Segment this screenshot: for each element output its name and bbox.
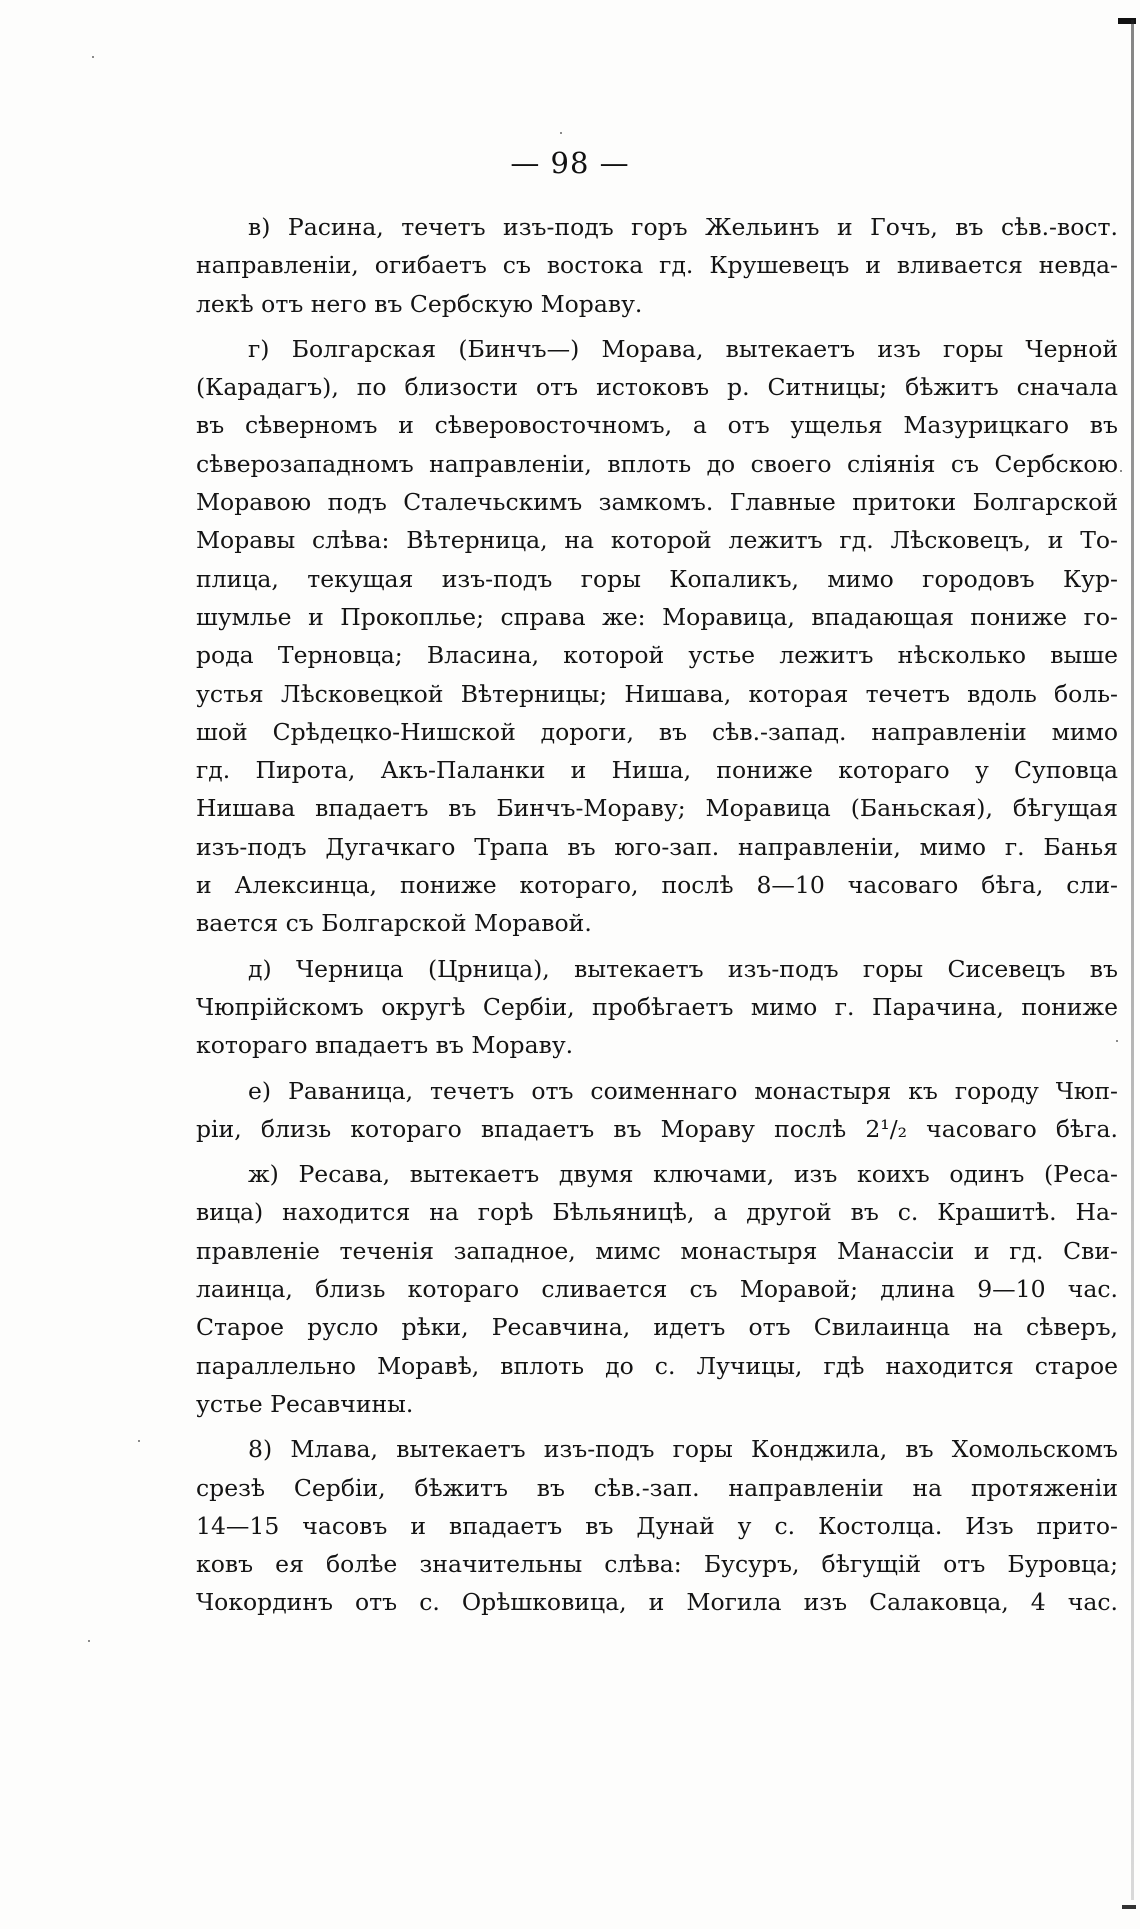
paragraph-ravanitsa [196, 1072, 1118, 1149]
text-line: направленіи, огибаетъ съ востока гд. Крушевецъ и вливается невда- [196, 251, 1118, 280]
text-line: правленіе теченія западное, мимс монастыря Манассіи и гд. Сви- [196, 1236, 1118, 1265]
text-line: устья Лѣсковецкой Вѣтерницы; Нишава, которая течетъ вдоль боль- [196, 679, 1118, 708]
text-line: 8) Млава, вытекаетъ изъ-подъ горы Конджила, въ Хомольскомъ [248, 1435, 1118, 1464]
text-line: шой Срѣдецко-Нишской дороги, въ сѣв.-запад. направленіи мимо [196, 717, 1118, 746]
text-line: срезѣ Сербіи, бѣжитъ въ сѣв.-зап. направленіи на протяженіи [196, 1473, 1118, 1502]
text-line: гд. Пирота, Акъ-Паланки и Ниша, пониже котораго у Суповца [196, 756, 1118, 785]
text-line: ковъ ея болѣе значительны слѣва: Бусуръ, бѣгущій отъ Буровца; [196, 1550, 1118, 1579]
text-line: изъ-подъ Дугачкаго Трапа въ юго-зап. направленіи, мимо г. Банья [196, 832, 1118, 861]
text-line: Чокординъ отъ с. Орѣшковица, и Могила изъ Салаковца, 4 час. [196, 1588, 1118, 1617]
text-line: 14—15 часовъ и впадаетъ въ Дунай у с. Костолца. Изъ прито- [196, 1511, 1118, 1540]
text-line: Чюпрійскомъ округѣ Сербіи, пробѣгаетъ мимо г. Парачина, пониже [196, 992, 1118, 1021]
text-line: ж) Ресава, вытекаетъ двумя ключами, изъ коихъ одинъ (Реса- [248, 1160, 1118, 1189]
text-line: вица) находится на горѣ Бѣльяницѣ, а другой въ с. Крашитѣ. На- [196, 1198, 1118, 1227]
scan-speck [1120, 470, 1122, 472]
text-line: лекѣ отъ него въ Сербскую Мораву. [196, 289, 643, 318]
paragraph-mlava [196, 1430, 1118, 1621]
page-edge-mark-bottom [1122, 1905, 1136, 1909]
scan-speck [92, 56, 94, 58]
body-text [196, 208, 1118, 1629]
text-line: сѣверозападномъ направленіи, вплоть до своего сліянія съ Сербскою [196, 449, 1118, 478]
text-line: Моравы слѣва: Вѣтерница, на которой лежитъ гд. Лѣсковецъ, и То- [196, 526, 1118, 555]
text-line: Старое русло рѣки, Ресавчина, идетъ отъ Свилаинца на сѣверъ, [196, 1313, 1118, 1342]
text-line: д) Черница (Црница), вытекаетъ изъ-подъ горы Сисевецъ въ [248, 954, 1118, 983]
text-line: устье Ресавчины. [196, 1389, 414, 1418]
page-edge-shadow [1131, 20, 1134, 1900]
scan-speck [88, 1640, 90, 1642]
text-line: котораго впадаетъ въ Мораву. [196, 1031, 574, 1060]
text-line: ріи, близь котораго впадаетъ въ Мораву послѣ 2¹/₂ часоваго бѣга. [196, 1114, 1118, 1143]
text-line: лаинца, близь котораго сливается съ Моравой; длина 9—10 час. [196, 1275, 1118, 1304]
text-line: въ сѣверномъ и сѣверовосточномъ, а отъ ущелья Мазурицкаго въ [196, 411, 1118, 440]
page-number: — 98 — [510, 146, 630, 180]
paragraph-resava [196, 1155, 1118, 1423]
text-line: (Карадагъ), по близости отъ истоковъ р. Ситницы; бѣжитъ сначала [196, 373, 1118, 402]
paragraph-chernitsa [196, 950, 1118, 1065]
text-line: Нишава впадаетъ въ Бинчъ-Мораву; Моравица (Баньская), бѣгущая [196, 794, 1118, 823]
scan-speck [138, 1440, 140, 1442]
text-line: рода Терновца; Власина, которой устье лежитъ нѣсколько выше [196, 641, 1118, 670]
scan-speck [560, 132, 562, 134]
text-line: плица, текущая изъ-подъ горы Копаликъ, мимо городовъ Кур- [196, 564, 1118, 593]
text-line: параллельно Моравѣ, вплоть до с. Лучицы, гдѣ находится старое [196, 1351, 1118, 1380]
paragraph-rasina [196, 208, 1118, 323]
text-line: Моравою подъ Сталечьскимъ замкомъ. Главные притоки Болгарской [196, 488, 1118, 517]
text-line: и Алексинца, пониже котораго, послѣ 8—10 часоваго бѣга, сли- [196, 871, 1118, 900]
text-line: в) Расина, течетъ изъ-подъ горъ Жельинъ и Гочъ, въ сѣв.-вост. [248, 213, 1118, 241]
text-line: шумлье и Прокоплье; справа же: Моравица, впадающая пониже го- [196, 602, 1118, 631]
text-line: вается съ Болгарской Моравой. [196, 909, 592, 938]
text-line: е) Раваница, течетъ отъ соименнаго монастыря къ городу Чюп- [248, 1076, 1118, 1105]
text-line: г) Болгарская (Бинчъ—) Морава, вытекаетъ изъ горы Черной [248, 334, 1118, 363]
paragraph-bulgarian-morava [196, 330, 1118, 943]
